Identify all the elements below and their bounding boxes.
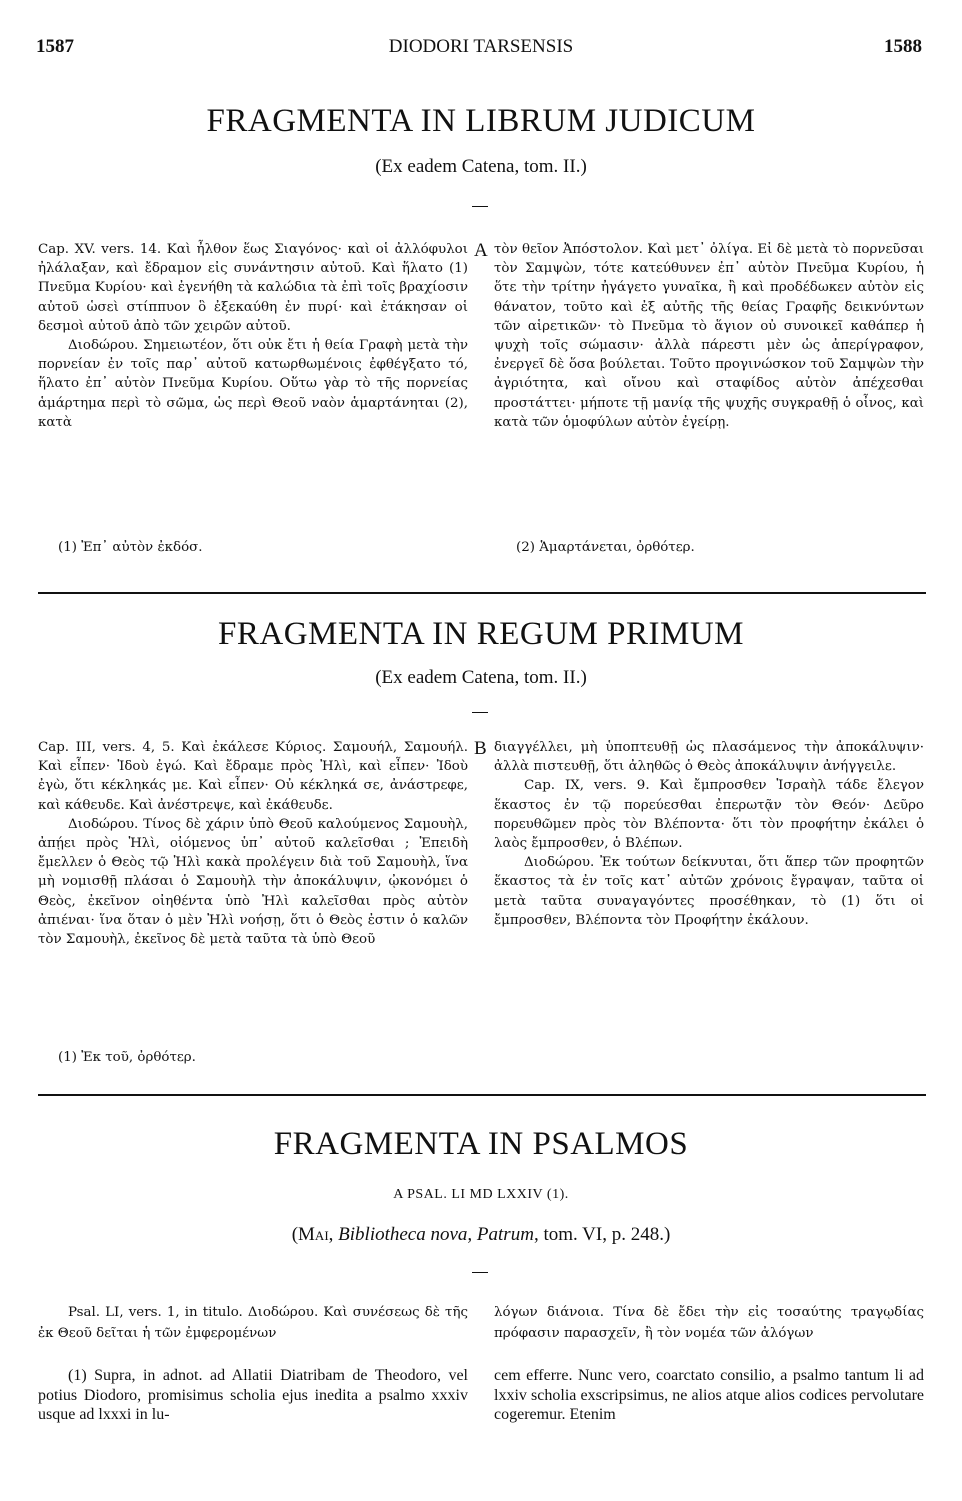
section-subtitle-psalms: A PSAL. LI MD LXXIV (1). [393,1187,569,1202]
paragraph: τὸν θεῖον Ἀπόστολον. Καὶ μετ᾽ ὀλίγα. Εἰ δὲ μετὰ τὸ πορνεῦσαι τὸν Σαμψὼν, τότε κατεύθυνεν ἐπ᾽ αὐτὸν Πνεῦμα Κυρίου, ἡ ὅτε τὴν τρίτην ἠγάγετο γυναῖκα, ἢ καὶ προδέδωκεν αὐτὸν εἰς θάνατον, τοῦτο καὶ ἐξ αὐτῆς τῆς θείας Γραφῆς δεικνύντων τῶν αἱρετικῶν· τὸ Πνεῦμα τὸ ἅγιον οὐ συνοικεῖ καθάπερ ἡ ψυχὴ τοῖς σώμασιν· ἀλλὰ πάρεστι μὲν ὡς ἀπερίγραφον, ἐνεργεῖ δὲ ὅσα βούλεται. Τοῦτο προγινώσκον τοῦ Σαμψὼν τὴν ἀγριότητα, καὶ οἴνου καὶ σταφίδος αὐτὸν ἀπέχεσθαι προστάττει· μήποτε τῇ μανίᾳ τῆς ψυχῆς συγκραθῇ ὁ οἶνος, καὶ κατὰ τῶν ὁμοφύλων αὐτὸν ἐγείρῃ. [494,242,924,430]
kings-left-column [38,738,468,949]
paragraph: Διοδώρου. Ἐκ τούτων δείκνυται, ὅτι ἅπερ τῶν προφητῶν ἕκαστος τὰ ἐν τοῖς κατ᾽ αὐτῶν χρόνοις ἔγραψαν, ταῦτα οἱ μετὰ ταῦτα συναγαγόντες προσέθηκαν, τὸ (1) ὅτι οἱ ἔμπροσθεν, Βλέποντα τὸν Προφήτην ἐκάλουν. [494,855,924,928]
running-title: DIODORI TARSENSIS [388,36,574,57]
psalms-left-column [38,1302,468,1344]
footnote: cem efferre. Nunc vero, coarctato consilio, a psalmo tantum li ad lxxiv scholia exscripsimus, ne alios atque alios codices pervolutare cogeremur. Etenim [494,1367,924,1423]
source-paren: ( [291,1224,299,1245]
source-rest: , tom. VI, p. 248.) [533,1224,671,1245]
paragraph: Cap. XV. vers. 14. Καὶ ἦλθον ἕως Σιαγόνος· καὶ οἱ ἀλλόφυλοι ἠλάλαξαν, καὶ ἔδραμον εἰς συνάντησιν αὐτοῦ. Καὶ ἥλατο (1) Πνεῦμα Κυρίου· καὶ ἐγενήθη τὰ καλώδια τὰ ἐπὶ τοῖς βραχίοσιν αὐτοῦ ὡσεὶ στίππυον ὃ ἐξεκαύθη ἐν πυρί· καὶ ἐτάκησαν οἱ δεσμοὶ αὐτοῦ ἀπὸ τῶν χειρῶν αὐτοῦ. [38,242,468,334]
page-number-right: 1588 [884,36,922,57]
paragraph: Διοδώρου. Σημειωτέον, ὅτι οὐκ ἔτι ἡ θεία Γραφὴ μετὰ τὴν πορνείαν ἐν τοῖς παρ᾽ αὐτοῦ κατωρθωμένοις ἐφθέγξατο τό, ἥλατο ἐπ᾽ αὐτὸν Πνεῦμα Κυρίου. Οὕτω γὰρ τὸ τῆς πορνείας ἁμάρτημα περὶ τὸ σῶμα, ὡς περὶ Θεοῦ ναὸν ἁμαρτάνηται (2), κατὰ [38,338,468,430]
divider-dash [472,206,488,207]
footnote-latin-right [494,1366,924,1425]
paragraph: λόγων διάνοια. Τίνα δὲ ἔδει τὴν εἰς τοσαύτης τραγῳδίας πρόφασιν παρασχεῖν, ἢ τὸν νομέα τῶν ἀλόγων [494,1305,924,1341]
page-number-left: 1587 [36,36,74,57]
section-source-judges: (Ex eadem Catena, tom. II.) [375,156,587,177]
section-title-kings: FRAGMENTA IN REGUM PRIMUM [218,616,744,652]
paragraph: Διοδώρου. Τίνος δὲ χάριν ὑπὸ Θεοῦ καλούμενος Σαμουὴλ, ἀπῄει πρὸς Ἠλὶ, οἰόμενος ὑπ᾽ αὐτοῦ καλεῖσθαι ; Ἐπειδὴ ἔμελλεν ὁ Θεὸς τῷ Ἠλὶ κακὰ προλέγειν διὰ τοῦ Σαμουὴλ, ἵνα μὴ νομισθῇ πλάσαι ὁ Σαμουὴλ τὴν ἀποκάλυψιν, ᾠκονόμει ὁ Θεὸς, ἐκεῖνον οἰηθέντα ὑπὸ Ἠλὶ καλεῖσθαι πρὸς αὐτὸν ἀπιέναι· ἵνα ὅταν ὁ μὲν Ἠλὶ νοήσῃ, ὅτι ὁ Θεὸς ἐστιν ὁ καλῶν τὸν Σαμουὴλ, ἐκεῖνος δὲ μετὰ ταῦτα τὰ ὑπὸ Θεοῦ [38,816,468,948]
section-title-judges: FRAGMENTA IN LIBRUM JUDICUM [206,103,756,139]
judges-left-column [38,240,468,432]
paragraph: Psal. LI, vers. 1, in titulo. Διοδώρου. Καὶ συνέσεως δὲ τῆς ἐκ Θεοῦ δεῖται ἡ τῶν ἐμφερομένων [38,1305,468,1341]
footnote: (2) Ἁμαρτάνεται, ὀρθότερ. [516,540,695,555]
source-author: Mai [298,1224,329,1245]
footnote: (1) Supra, in adnot. ad Allatii Diatribam de Theodoro, vel potius Diodoro, promisimus scholia ejus inedita a psalmo xxxiv usque ad lxxxi in lu- [38,1367,468,1423]
divider-dash [472,712,488,713]
section-title-psalms: FRAGMENTA IN PSALMOS [273,1126,689,1162]
source-separator: , [328,1224,339,1245]
footnote: (1) Ἐκ τοῦ, ὀρθότερ. [58,1050,196,1065]
section-rule [38,592,926,594]
footnote: (1) Ἐπ᾽ αὐτὸν ἐκδόσ. [58,540,203,555]
kings-right-column [494,738,924,930]
paragraph: Cap. IX, vers. 9. Καὶ ἔμπροσθεν Ἰσραὴλ τάδε ἔλεγον ἕκαστος ἐν τῷ πορεύεσθαι ἐπερωτᾷν τὸν Θεόν· Δεῦρο πορευθῶμεν πρὸς τὸν Βλέποντα· ὅτι τὸν προφήτην ἐκάλει ὁ λαὸς ἔμπροσθεν, ὁ Βλέπων. [494,778,924,852]
psalms-right-column [494,1302,924,1344]
paragraph: Cap. III, vers. 4, 5. Καὶ ἐκάλεσε Κύριος. Σαμουήλ, Σαμουήλ. Καὶ εἶπεν· Ἰδοὺ ἐγώ. Καὶ ἔδραμε πρὸς Ἠλὶ, καὶ εἶπεν· Ἰδοὺ ἐγὼ, ὅτι κέκληκάς με. Καὶ εἶπεν· Οὐ κέκληκά σε, ἀνάστρεφε, καὶ κάθευδε. Καὶ ἀνέστρεψε, καὶ ἐκάθευδε. [38,740,468,813]
margin-marker-a: A [474,240,488,261]
footnote-latin-left [38,1366,468,1425]
section-source-psalms [0,1224,962,1246]
divider-dash [472,1272,488,1273]
source-work: Bibliotheca nova, Patrum [338,1224,534,1245]
section-source-kings: (Ex eadem Catena, tom. II.) [375,667,587,688]
judges-right-column [494,240,924,432]
paragraph: διαγγέλλει, μὴ ὑποπτευθῇ ὡς πλασάμενος τὴν ἀποκάλυψιν· ἀλλὰ πιστευθῇ, ὅτι ἀληθῶς ὁ Θεὸς ἀποκάλυψιν ἀνήγγειλε. [494,740,924,775]
section-rule [38,1094,926,1096]
margin-marker-b: B [474,738,487,759]
